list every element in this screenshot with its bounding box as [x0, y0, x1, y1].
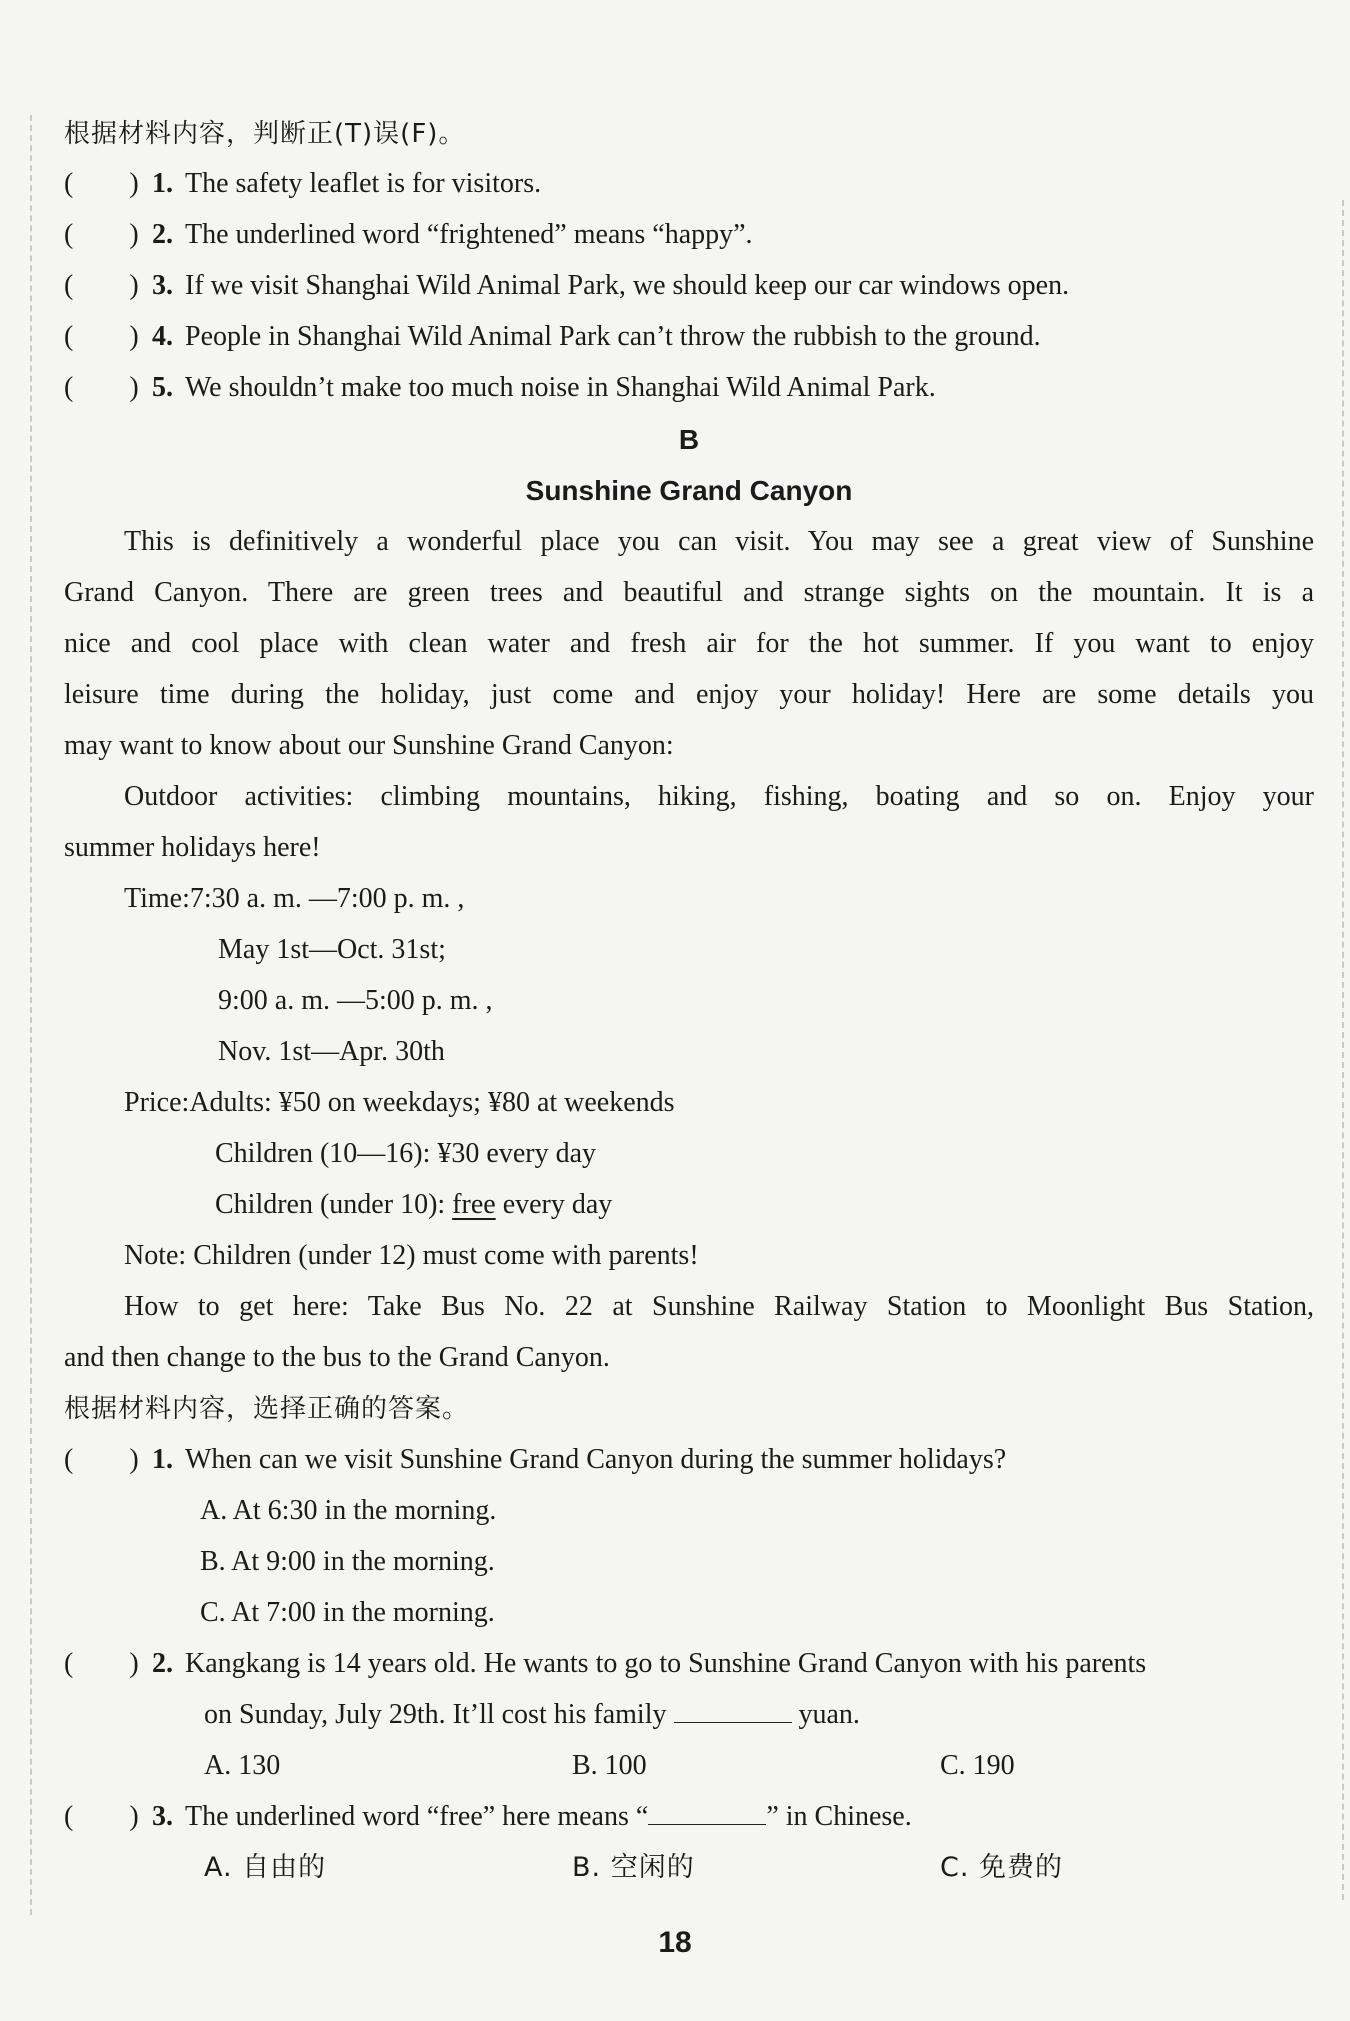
question-number: 5.	[152, 372, 173, 403]
intro-line-2: Grand Canyon. There are green trees and beautiful and strange sights on the mountain. It is a	[64, 577, 1314, 608]
price-children-2-suffix: every day	[495, 1189, 613, 1220]
left-margin-line	[30, 115, 34, 1915]
question-text-suffix: ” in Chinese.	[766, 1801, 912, 1832]
answer-paren[interactable]: ( )	[64, 1648, 139, 1679]
mc-question-2-line-2	[204, 1697, 860, 1733]
time-row	[124, 881, 464, 917]
mc-instruction: 根据材料内容，选择正确的答案。	[64, 1394, 470, 1424]
tf-instruction: 根据材料内容，判断正(T)误(F)。	[64, 119, 466, 149]
question-number: 1.	[152, 168, 173, 199]
tf-question-5	[64, 370, 936, 406]
answer-blank[interactable]	[648, 1800, 766, 1825]
answer-paren[interactable]: ( )	[64, 321, 139, 352]
answer-blank[interactable]	[674, 1698, 792, 1723]
tf-question-4	[64, 319, 1041, 355]
question-number: 2.	[152, 1648, 173, 1679]
time-line-2: May 1st—Oct. 31st;	[218, 934, 446, 965]
how-line-1: How to get here: Take Bus No. 22 at Sunshine Railway Station to Moonlight Bus Station,	[124, 1291, 1314, 1322]
mc-q1-option-c[interactable]: C. At 7:00 in the morning.	[200, 1597, 495, 1628]
price-children-2-prefix: Children (under 10):	[215, 1189, 453, 1220]
activities-line-2: summer holidays here!	[64, 832, 321, 863]
question-number: 4.	[152, 321, 173, 352]
mc-q3-option-a[interactable]: A. 自由的	[204, 1852, 327, 1883]
time-first: 7:30 a. m. —7:00 p. m. ,	[189, 883, 465, 914]
intro-line-1: This is definitively a wonderful place you can visit. You may see a great view of Sunshine	[124, 526, 1314, 557]
answer-paren[interactable]: ( )	[64, 372, 139, 403]
price-label: Price:	[124, 1087, 190, 1118]
activities-line-1: Outdoor activities: climbing mountains, hiking, fishing, boating and so on. Enjoy your	[124, 781, 1314, 812]
mc-q3-option-b[interactable]: B. 空闲的	[572, 1852, 695, 1883]
intro-line-5: may want to know about our Sunshine Grand Canyon:	[64, 730, 674, 761]
answer-paren[interactable]: ( )	[64, 168, 139, 199]
mc-q1-option-a[interactable]: A. At 6:30 in the morning.	[200, 1495, 497, 1526]
page-number: 18	[658, 1926, 692, 1959]
tf-question-1	[64, 166, 541, 202]
question-number: 1.	[152, 1444, 173, 1475]
answer-paren[interactable]: ( )	[64, 1444, 139, 1475]
question-number: 3.	[152, 1801, 173, 1832]
mc-question-3	[64, 1799, 912, 1835]
mc-question-1	[64, 1442, 1006, 1478]
answer-paren[interactable]: ( )	[64, 270, 139, 301]
question-text: People in Shanghai Wild Animal Park can’t throw the rubbish to the ground.	[185, 321, 1041, 352]
tf-question-2	[64, 217, 753, 253]
underlined-word-free: free	[452, 1189, 496, 1220]
tf-question-3	[64, 268, 1069, 304]
question-text: We shouldn’t make too much noise in Shanghai Wild Animal Park.	[185, 372, 936, 403]
question-number: 2.	[152, 219, 173, 250]
question-text-line-2-suffix: yuan.	[798, 1699, 860, 1730]
answer-paren[interactable]: ( )	[64, 1801, 139, 1832]
question-text-line-1: Kangkang is 14 years old. He wants to go to Sunshine Grand Canyon with his parents	[185, 1648, 1147, 1679]
question-text-line-2: on Sunday, July 29th. It’ll cost his family	[204, 1699, 667, 1730]
question-text: The underlined word “free” here means “	[185, 1801, 649, 1832]
intro-line-4: leisure time during the holiday, just come and enjoy your holiday! Here are some details you	[64, 679, 1314, 710]
mc-q2-option-c[interactable]: C. 190	[940, 1750, 1015, 1781]
price-children-2	[215, 1187, 612, 1223]
time-line-3: 9:00 a. m. —5:00 p. m. ,	[218, 985, 493, 1016]
passage-title: Sunshine Grand Canyon	[525, 475, 853, 506]
question-text: The underlined word “frightened” means “happy”.	[185, 219, 753, 250]
right-margin-line	[1342, 200, 1346, 1900]
mc-question-2	[64, 1646, 1146, 1682]
mc-q2-option-a[interactable]: A. 130	[204, 1750, 281, 1781]
question-number: 3.	[152, 270, 173, 301]
time-label: Time:	[124, 883, 190, 914]
price-row	[124, 1085, 675, 1121]
time-line-4: Nov. 1st—Apr. 30th	[218, 1036, 445, 1067]
how-line-2: and then change to the bus to the Grand Canyon.	[64, 1342, 610, 1373]
section-letter: B	[678, 424, 700, 455]
question-text: If we visit Shanghai Wild Animal Park, we should keep our car windows open.	[185, 270, 1070, 301]
mc-q1-option-b[interactable]: B. At 9:00 in the morning.	[200, 1546, 495, 1577]
price-children-1: Children (10—16): ¥30 every day	[215, 1138, 597, 1169]
answer-paren[interactable]: ( )	[64, 219, 139, 250]
question-text: When can we visit Sunshine Grand Canyon during the summer holidays?	[185, 1444, 1007, 1475]
price-adults: Adults: ¥50 on weekdays; ¥80 at weekends	[189, 1087, 675, 1118]
mc-q2-option-b[interactable]: B. 100	[572, 1750, 647, 1781]
note-line: Note: Children (under 12) must come with parents!	[124, 1240, 699, 1271]
question-text: The safety leaflet is for visitors.	[185, 168, 542, 199]
intro-line-3: nice and cool place with clean water and fresh air for the hot summer. If you want to enjoy	[64, 628, 1314, 659]
mc-q3-option-c[interactable]: C. 免费的	[940, 1852, 1064, 1883]
